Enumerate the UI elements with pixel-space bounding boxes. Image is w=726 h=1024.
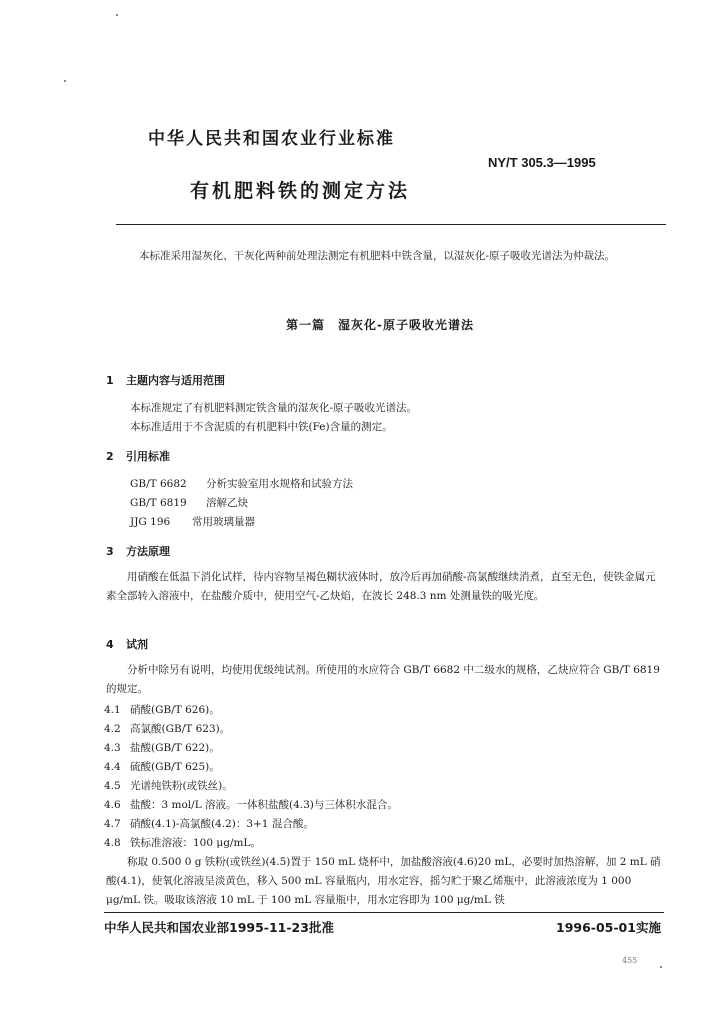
approval-line: 中华人民共和国农业部1995-11-23批准 — [104, 920, 334, 935]
section-2-heading — [106, 448, 170, 464]
section-4-heading — [106, 636, 148, 652]
footer-rule — [104, 912, 664, 913]
scan-speck — [660, 966, 662, 968]
reagent-item — [104, 816, 314, 831]
part-title: 第一篇 湿灰化-原子吸收光谱法 — [286, 318, 474, 332]
reference-desc: 溶解乙炔 — [206, 497, 248, 509]
section-number: 3 — [106, 545, 114, 558]
section-3-heading — [106, 543, 170, 559]
item-text: 硫酸(GB/T 625)。 — [130, 761, 220, 773]
reference-code: GB/T 6819 — [130, 497, 187, 509]
intro-paragraph: 本标准采用湿灰化、干灰化两种前处理法测定有机肥料中铁含量，以湿灰化-原子吸收光谱法为仲裁法。 — [139, 250, 616, 262]
section-title: 试剂 — [126, 638, 148, 651]
item-text: 盐酸：3 mol/L 溶液。一体积盐酸(4.3)与三体积水混合。 — [130, 799, 398, 811]
reagent-item — [104, 835, 261, 850]
section-3-paragraph: 用硝酸在低温下消化试样，待内容物呈褐色糊状液体时，放冷后再加硝酸-高氯酸继续消煮，直至无色，使铁金属元素全部转入溶液中，在盐酸介质中，使用空气-乙炔焰，在波长 248.3 nm 处测量铁的吸光度。 — [106, 571, 656, 602]
reagent-item — [104, 740, 220, 755]
reference-code: JJG 196 — [130, 516, 171, 528]
section-title: 主题内容与适用范围 — [126, 374, 225, 387]
item-number: 4.7 — [104, 818, 121, 830]
reference-item — [130, 476, 353, 491]
reagent-item — [104, 702, 220, 717]
page-number: 455 — [622, 956, 638, 965]
item-text: 硝酸(GB/T 626)。 — [130, 704, 220, 716]
section-number: 2 — [106, 450, 114, 463]
section-number: 1 — [106, 374, 114, 387]
item-number: 4.1 — [104, 704, 121, 716]
standard-number: NY/T 305.3—1995 — [488, 155, 596, 170]
reference-item — [130, 514, 255, 529]
section-number: 4 — [106, 638, 114, 651]
item-text: 高氯酸(GB/T 623)。 — [130, 723, 231, 735]
reagent-item — [104, 721, 230, 736]
item-number: 4.8 — [104, 837, 121, 849]
reference-item — [130, 495, 248, 510]
item-text: 硝酸(4.1)-高氯酸(4.2)：3+1 混合酸。 — [130, 818, 314, 830]
item-number: 4.5 — [104, 780, 121, 792]
section-title: 引用标准 — [126, 450, 170, 463]
effective-date: 1996-05-01实施 — [556, 920, 661, 935]
reagent-4-8-paragraph: 称取 0.500 0 g 铁粉(或铁丝)(4.5)置于 150 mL 烧杯中，加盐酸溶液(4.6)20 mL，必要时加热溶解，加 2 mL 硝酸(4.1)，使氧化溶液呈淡黄色，移入 500 mL 容量瓶内，用水定容，摇匀贮于聚乙烯瓶中，此溶液浓度为 1 000 μg/mL 铁。吸取该溶液 10 mL 于 100 mL 容量瓶中，用水定容即为 100 μg/mL 铁 — [106, 856, 661, 906]
reference-desc: 分析实验室用水规格和试验方法 — [206, 478, 353, 490]
reference-desc: 常用玻璃量器 — [192, 516, 255, 528]
reagent-item — [104, 797, 398, 812]
section-title: 方法原理 — [126, 545, 170, 558]
header-rule — [116, 224, 666, 225]
item-number: 4.6 — [104, 799, 121, 811]
issuing-org-heading: 中华人民共和国农业行业标准 — [148, 129, 395, 149]
item-number: 4.4 — [104, 761, 121, 773]
reference-code: GB/T 6682 — [130, 478, 187, 490]
scan-speck — [116, 14, 118, 16]
scan-speck — [64, 80, 66, 82]
item-text: 铁标准溶液：100 μg/mL。 — [130, 837, 261, 849]
section-1-heading — [106, 372, 225, 388]
reagent-item — [104, 759, 220, 774]
section-4-paragraph: 分析中除另有说明，均使用优级纯试剂。所使用的水应符合 GB/T 6682 中二级水的规格，乙炔应符合 GB/T 6819 的规定。 — [106, 664, 660, 695]
item-number: 4.2 — [104, 723, 121, 735]
reagent-item — [104, 778, 233, 793]
section-1-line-2: 本标准适用于不含泥质的有机肥料中铁(Fe)含量的测定。 — [130, 421, 393, 433]
item-text: 盐酸(GB/T 622)。 — [130, 742, 220, 754]
section-1-line-1: 本标准规定了有机肥料测定铁含量的湿灰化-原子吸收光谱法。 — [130, 402, 418, 414]
item-text: 光谱纯铁粉(或铁丝)。 — [130, 780, 233, 792]
item-number: 4.3 — [104, 742, 121, 754]
document-title: 有机肥料铁的测定方法 — [190, 180, 411, 202]
